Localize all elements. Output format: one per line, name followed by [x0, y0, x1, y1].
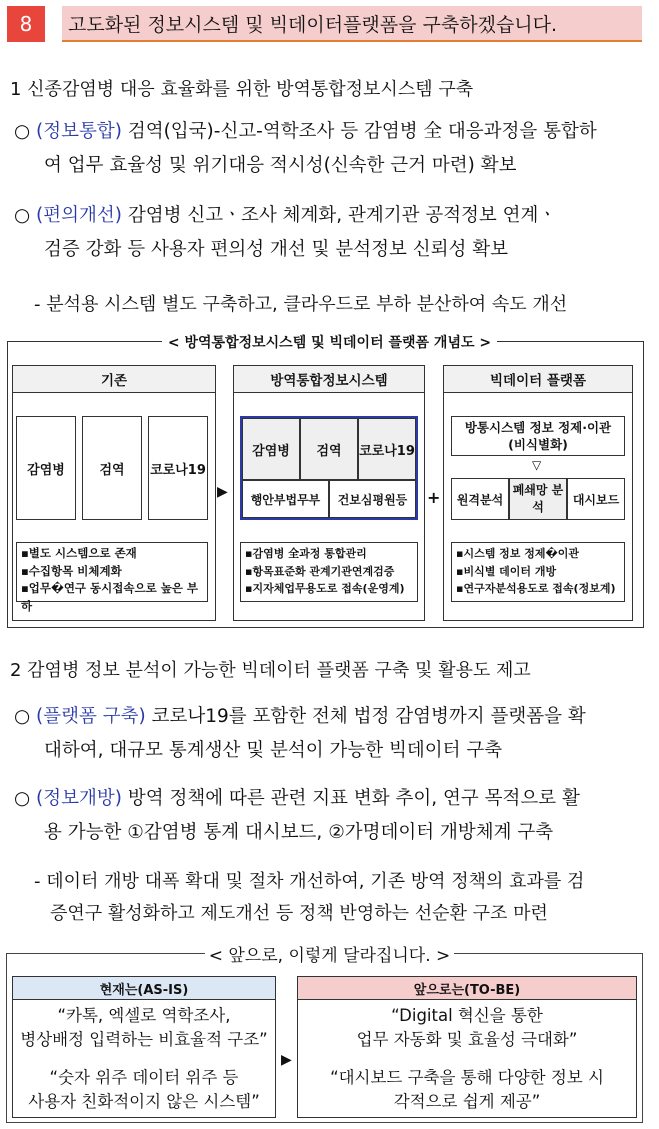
integrated-bullets: [240, 542, 418, 602]
diagram-title: [0, 332, 659, 352]
item-text: 방역 정책에 따른 관련 지표 변화 추이, 연구 목적으로 활: [121, 788, 580, 809]
diagram-title-text: < 방역통합정보시스템 및 빅데이터 플랫폼 개념도 >: [162, 335, 497, 351]
panel-existing-title: 기존: [13, 366, 215, 393]
item-text: 검역(입국)-신고-역학조사 등 감염병 全 대응과정을 통합하: [121, 121, 597, 142]
connector-arrow-icon: ▶: [217, 484, 228, 500]
quote-line: 각적으로 쉽게 제공”: [393, 1092, 541, 1111]
asis-quote-1: [13, 1004, 275, 1052]
integrated-cell-5: 건보심평원등: [329, 480, 416, 518]
bigdata-cell-2: 폐쇄망 분석: [509, 478, 567, 520]
existing-cell-2: 검역: [82, 416, 142, 520]
item-tag: (정보통합): [36, 121, 122, 142]
integrated-cell-1: 감염병: [242, 418, 300, 480]
quote-line: “카톡, 엑셀로 역학조사,: [57, 1006, 231, 1025]
panel-integrated-title: 방역통합정보시스템: [234, 366, 424, 393]
quote-line: “대시보드 구축을 통해 다양한 정보 시: [330, 1068, 604, 1087]
page-heading-text: 고도화된 정보시스템 및 빅데이터플랫폼을 구축하겠습니다.: [68, 13, 558, 36]
down-arrow-icon: ▽: [532, 458, 542, 472]
plus-icon: +: [427, 488, 441, 507]
asis-box: [12, 976, 276, 1118]
quote-line: 병상배정 입력하는 비효율적 구조”: [20, 1030, 268, 1049]
quote-line: “숫자 위주 데이터 위주 등: [49, 1068, 239, 1087]
bullet-line: ▪ 지자체업무용도로 접속(운영계): [245, 580, 413, 598]
future-title-text: < 앞으로, 이렇게 달라집니다. >: [205, 946, 455, 966]
section1-item2: [14, 199, 654, 267]
asis-quote-2: [13, 1066, 275, 1114]
panel-bigdata-title: 빅데이터 플랫폼: [444, 366, 632, 393]
quote-line: 업무 자동화 및 효율성 극대화”: [356, 1030, 578, 1049]
tobe-quote-1: [298, 1004, 636, 1052]
item-text-cont: 검증 강화 등 사용자 편의성 개선 및 분석정보 신뢰성 확보: [44, 239, 508, 260]
sub-line: - 데이터 개방 대폭 확대 및 절차 개선하여, 기존 방역 정책의 효과를 검: [34, 871, 585, 892]
tobe-box: [297, 976, 637, 1118]
item-text: 코로나19를 포함한 전체 법정 감염병까지 플랫폼을 확: [145, 706, 586, 727]
integrated-cell-2: 검역: [300, 418, 358, 480]
item-text: 감염병 신고ㆍ조사 체계화, 관계기관 공적정보 연계ㆍ: [121, 205, 557, 226]
bullet-line: ▪ 연구자분석용도로 접속(정보계): [456, 580, 620, 598]
bullet-line: ▪ 항목표준화 관계기관연계검증: [245, 563, 413, 581]
bullet-line: ▪ 수집항목 비체계화: [21, 563, 203, 581]
bullet-line: ▪ 시스템 정보 정제�이관: [456, 545, 620, 563]
tobe-head: 앞으로는(TO-BE): [298, 977, 636, 1000]
bullet-line: ▪ 업무�연구 동시접속으로 높은 부하: [21, 580, 203, 615]
integrated-cell-4: 행안부법무부: [242, 480, 329, 518]
quote-line: 사용자 친화적이지 않은 시스템”: [28, 1092, 260, 1111]
bigdata-bullets: [451, 542, 625, 602]
circle-bullet: ○: [14, 121, 31, 142]
existing-cell-1: 감염병: [16, 416, 76, 520]
circle-bullet: ○: [14, 788, 31, 809]
bullet-line: ▪ 비식별 데이터 개방: [456, 563, 620, 581]
section1-item1: [14, 115, 654, 183]
section2-title: 2 감염병 정보 분석이 가능한 빅데이터 플랫폼 구축 및 활용도 제고: [10, 660, 531, 681]
item-text-cont: 용 가능한 ①감염병 통계 대시보드, ②가명데이터 개방체계 구축: [44, 822, 554, 843]
circle-bullet: ○: [14, 205, 31, 226]
bigdata-cell-1: 원격분석: [451, 478, 509, 520]
bigdata-cell-3: 대시보드: [567, 478, 625, 520]
quote-line: “Digital 혁신을 통한: [391, 1006, 543, 1025]
bigdata-transfer-box: 방통시스템 정보 정제·이관 (비식별화): [451, 416, 625, 456]
item-text-cont: 대하여, 대규모 통계생산 및 분석이 가능한 빅데이터 구축: [44, 740, 503, 761]
bullet-line: ▪ 감염병 全과정 통합관리: [245, 545, 413, 563]
section2-item1: [14, 700, 654, 768]
bullet-line: ▪ 별도 시스템으로 존재: [21, 545, 203, 563]
section1-title: 1 신종감염병 대응 효율화를 위한 방역통합정보시스템 구축: [10, 79, 474, 100]
sub-line: 증연구 활성화하고 제도개선 등 정책 반영하는 선순환 구조 마련: [50, 903, 548, 924]
integrated-cell-3: 코로나19: [358, 418, 416, 480]
tobe-quote-2: [298, 1066, 636, 1114]
item-text-cont: 여 업무 효율성 및 위기대응 적시성(신속한 근거 마련) 확보: [44, 155, 517, 176]
section1-sub-point: - 분석용 시스템 별도 구축하고, 클라우드로 부하 분산하여 속도 개선: [34, 294, 568, 315]
existing-cell-3: 코로나19: [148, 416, 208, 520]
future-title: [0, 941, 659, 966]
page-heading: [62, 6, 642, 42]
item-tag: (정보개방): [36, 788, 122, 809]
item-tag: (편의개선): [36, 205, 122, 226]
transition-arrow-icon: ▶: [281, 1052, 292, 1068]
existing-bullets: [16, 542, 208, 613]
asis-head: 현재는(AS-IS): [13, 977, 275, 1000]
section2-item2: [14, 782, 654, 850]
section2-sub-point: [34, 866, 654, 930]
item-tag: (플랫폼 구축): [36, 706, 146, 727]
section-number-badge: 8: [7, 6, 45, 42]
circle-bullet: ○: [14, 706, 31, 727]
